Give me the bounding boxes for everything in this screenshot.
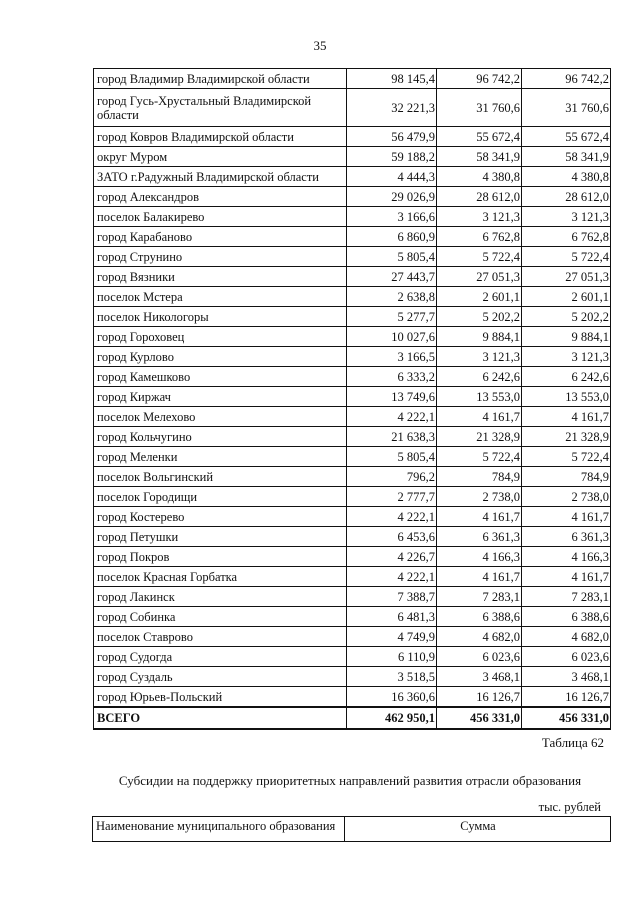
municipality-name-cell: город Судогда (94, 647, 347, 667)
municipality-name-cell: ЗАТО г.Радужный Владимирской области (94, 167, 347, 187)
value-cell-2: 16 126,7 (437, 687, 522, 708)
value-cell-1: 5 277,7 (347, 307, 437, 327)
value-cell-3: 96 742,2 (522, 69, 611, 89)
column-header-name: Наименование муниципального образования (93, 817, 345, 842)
total-label: ВСЕГО (94, 707, 347, 729)
value-cell-1: 6 860,9 (347, 227, 437, 247)
table-row (94, 69, 611, 89)
municipality-name-cell: поселок Красная Горбатка (94, 567, 347, 587)
table-row (94, 687, 611, 708)
value-cell-1: 4 222,1 (347, 567, 437, 587)
value-cell-3: 6 388,6 (522, 607, 611, 627)
total-value-1: 462 950,1 (347, 707, 437, 729)
table-row (94, 627, 611, 647)
value-cell-2: 31 760,6 (437, 89, 522, 127)
value-cell-1: 21 638,3 (347, 427, 437, 447)
municipality-name-cell: поселок Городищи (94, 487, 347, 507)
table-row (94, 527, 611, 547)
value-cell-2: 5 722,4 (437, 447, 522, 467)
table-row (94, 607, 611, 627)
value-cell-1: 3 166,6 (347, 207, 437, 227)
value-cell-3: 6 762,8 (522, 227, 611, 247)
table-row (94, 507, 611, 527)
municipality-name-cell: поселок Ставрово (94, 627, 347, 647)
next-table-header (92, 816, 611, 842)
municipality-name-cell: город Вязники (94, 267, 347, 287)
municipality-name-cell: город Ковров Владимирской области (94, 127, 347, 147)
municipality-name-cell: город Меленки (94, 447, 347, 467)
value-cell-1: 2 777,7 (347, 487, 437, 507)
value-cell-3: 2 601,1 (522, 287, 611, 307)
value-cell-3: 58 341,9 (522, 147, 611, 167)
value-cell-2: 4 682,0 (437, 627, 522, 647)
value-cell-1: 796,2 (347, 467, 437, 487)
value-cell-2: 4 161,7 (437, 407, 522, 427)
municipality-name-cell: город Суздаль (94, 667, 347, 687)
value-cell-2: 55 672,4 (437, 127, 522, 147)
value-cell-1: 32 221,3 (347, 89, 437, 127)
value-cell-2: 5 202,2 (437, 307, 522, 327)
value-cell-1: 4 226,7 (347, 547, 437, 567)
value-cell-3: 16 126,7 (522, 687, 611, 708)
value-cell-1: 29 026,9 (347, 187, 437, 207)
value-cell-3: 3 121,3 (522, 347, 611, 367)
table-row (94, 147, 611, 167)
value-cell-3: 5 722,4 (522, 247, 611, 267)
value-cell-3: 13 553,0 (522, 387, 611, 407)
municipality-name-cell: город Лакинск (94, 587, 347, 607)
municipality-name-cell: поселок Мелехово (94, 407, 347, 427)
value-cell-3: 4 166,3 (522, 547, 611, 567)
value-cell-2: 784,9 (437, 467, 522, 487)
value-cell-1: 6 481,3 (347, 607, 437, 627)
value-cell-3: 2 738,0 (522, 487, 611, 507)
total-value-3: 456 331,0 (522, 707, 611, 729)
value-cell-1: 4 444,3 (347, 167, 437, 187)
table-row (94, 247, 611, 267)
subsidy-distribution-table (93, 68, 611, 730)
value-cell-3: 27 051,3 (522, 267, 611, 287)
column-header-sum: Сумма (345, 817, 611, 842)
value-cell-2: 7 283,1 (437, 587, 522, 607)
value-cell-2: 4 380,8 (437, 167, 522, 187)
value-cell-2: 13 553,0 (437, 387, 522, 407)
table-row (94, 667, 611, 687)
value-cell-2: 6 242,6 (437, 367, 522, 387)
municipality-name-cell: город Карабаново (94, 227, 347, 247)
value-cell-2: 6 388,6 (437, 607, 522, 627)
total-row (94, 707, 611, 729)
value-cell-3: 4 380,8 (522, 167, 611, 187)
table-row (94, 407, 611, 427)
value-cell-2: 6 762,8 (437, 227, 522, 247)
value-cell-2: 58 341,9 (437, 147, 522, 167)
header-row (93, 817, 611, 842)
value-cell-1: 98 145,4 (347, 69, 437, 89)
municipality-name-cell: город Владимир Владимирской области (94, 69, 347, 89)
value-cell-2: 4 166,3 (437, 547, 522, 567)
municipality-name-cell: поселок Мстера (94, 287, 347, 307)
value-cell-2: 4 161,7 (437, 567, 522, 587)
value-cell-1: 59 188,2 (347, 147, 437, 167)
value-cell-1: 3 166,5 (347, 347, 437, 367)
value-cell-3: 4 161,7 (522, 567, 611, 587)
value-cell-3: 6 242,6 (522, 367, 611, 387)
table-body (94, 69, 611, 730)
municipality-name-cell: город Киржач (94, 387, 347, 407)
value-cell-3: 4 161,7 (522, 507, 611, 527)
municipality-name-cell: город Струнино (94, 247, 347, 267)
municipality-name-cell: город Камешково (94, 367, 347, 387)
value-cell-3: 28 612,0 (522, 187, 611, 207)
value-cell-2: 96 742,2 (437, 69, 522, 89)
table-row (94, 267, 611, 287)
table-row (94, 89, 611, 127)
value-cell-1: 3 518,5 (347, 667, 437, 687)
municipality-name-cell: город Кольчугино (94, 427, 347, 447)
value-cell-1: 6 333,2 (347, 367, 437, 387)
municipality-name-cell: город Юрьев-Польский (94, 687, 347, 708)
value-cell-2: 6 023,6 (437, 647, 522, 667)
table-row (94, 287, 611, 307)
value-cell-1: 4 222,1 (347, 407, 437, 427)
value-cell-3: 6 361,3 (522, 527, 611, 547)
page-number: 35 (313, 38, 327, 53)
value-cell-2: 3 468,1 (437, 667, 522, 687)
table-row (94, 547, 611, 567)
value-cell-3: 7 283,1 (522, 587, 611, 607)
table-row (94, 347, 611, 367)
value-cell-2: 5 722,4 (437, 247, 522, 267)
table-row (94, 567, 611, 587)
table-row (94, 327, 611, 347)
table-row (94, 307, 611, 327)
section-title: Субсидии на поддержку приоритетных направлений развития отрасли образования (118, 773, 582, 788)
table-row (94, 647, 611, 667)
value-cell-2: 4 161,7 (437, 507, 522, 527)
value-cell-3: 5 202,2 (522, 307, 611, 327)
value-cell-1: 2 638,8 (347, 287, 437, 307)
municipality-name-cell: город Гороховец (94, 327, 347, 347)
value-cell-3: 4 161,7 (522, 407, 611, 427)
municipality-name-cell: город Собинка (94, 607, 347, 627)
municipality-name-cell: город Покров (94, 547, 347, 567)
total-value-2: 456 331,0 (437, 707, 522, 729)
municipality-name-cell: поселок Балакирево (94, 207, 347, 227)
value-cell-2: 2 601,1 (437, 287, 522, 307)
table-row (94, 127, 611, 147)
value-cell-3: 55 672,4 (522, 127, 611, 147)
table-row (94, 487, 611, 507)
value-cell-2: 21 328,9 (437, 427, 522, 447)
value-cell-3: 9 884,1 (522, 327, 611, 347)
value-cell-3: 4 682,0 (522, 627, 611, 647)
table-row (94, 207, 611, 227)
municipality-name-cell: округ Муром (94, 147, 347, 167)
value-cell-3: 21 328,9 (522, 427, 611, 447)
municipality-name-cell: город Гусь-Хрустальный Владимирской области (94, 89, 347, 127)
value-cell-1: 27 443,7 (347, 267, 437, 287)
municipality-name-cell: город Петушки (94, 527, 347, 547)
value-cell-1: 6 453,6 (347, 527, 437, 547)
municipality-name-cell: город Курлово (94, 347, 347, 367)
value-cell-3: 3 468,1 (522, 667, 611, 687)
value-cell-1: 16 360,6 (347, 687, 437, 708)
value-cell-1: 5 805,4 (347, 447, 437, 467)
value-cell-1: 4 749,9 (347, 627, 437, 647)
value-cell-2: 27 051,3 (437, 267, 522, 287)
table-row (94, 367, 611, 387)
value-cell-3: 31 760,6 (522, 89, 611, 127)
value-cell-3: 784,9 (522, 467, 611, 487)
value-cell-2: 3 121,3 (437, 207, 522, 227)
value-cell-3: 3 121,3 (522, 207, 611, 227)
table-caption: Таблица 62 (541, 735, 604, 750)
value-cell-2: 9 884,1 (437, 327, 522, 347)
value-cell-1: 7 388,7 (347, 587, 437, 607)
municipality-name-cell: город Александров (94, 187, 347, 207)
value-cell-3: 5 722,4 (522, 447, 611, 467)
value-cell-2: 2 738,0 (437, 487, 522, 507)
value-cell-1: 13 749,6 (347, 387, 437, 407)
table-row (94, 387, 611, 407)
table-row (94, 447, 611, 467)
table-row (94, 187, 611, 207)
units-label: тыс. рублей (538, 800, 601, 814)
value-cell-1: 5 805,4 (347, 247, 437, 267)
municipality-name-cell: поселок Никологоры (94, 307, 347, 327)
table-row (94, 227, 611, 247)
municipality-name-cell: город Костерево (94, 507, 347, 527)
value-cell-1: 6 110,9 (347, 647, 437, 667)
value-cell-2: 6 361,3 (437, 527, 522, 547)
table-row (94, 167, 611, 187)
value-cell-1: 4 222,1 (347, 507, 437, 527)
table-row (94, 587, 611, 607)
value-cell-2: 28 612,0 (437, 187, 522, 207)
value-cell-1: 56 479,9 (347, 127, 437, 147)
table-row (94, 427, 611, 447)
value-cell-2: 3 121,3 (437, 347, 522, 367)
municipality-name-cell: поселок Вольгинский (94, 467, 347, 487)
table-row (94, 467, 611, 487)
value-cell-3: 6 023,6 (522, 647, 611, 667)
value-cell-1: 10 027,6 (347, 327, 437, 347)
